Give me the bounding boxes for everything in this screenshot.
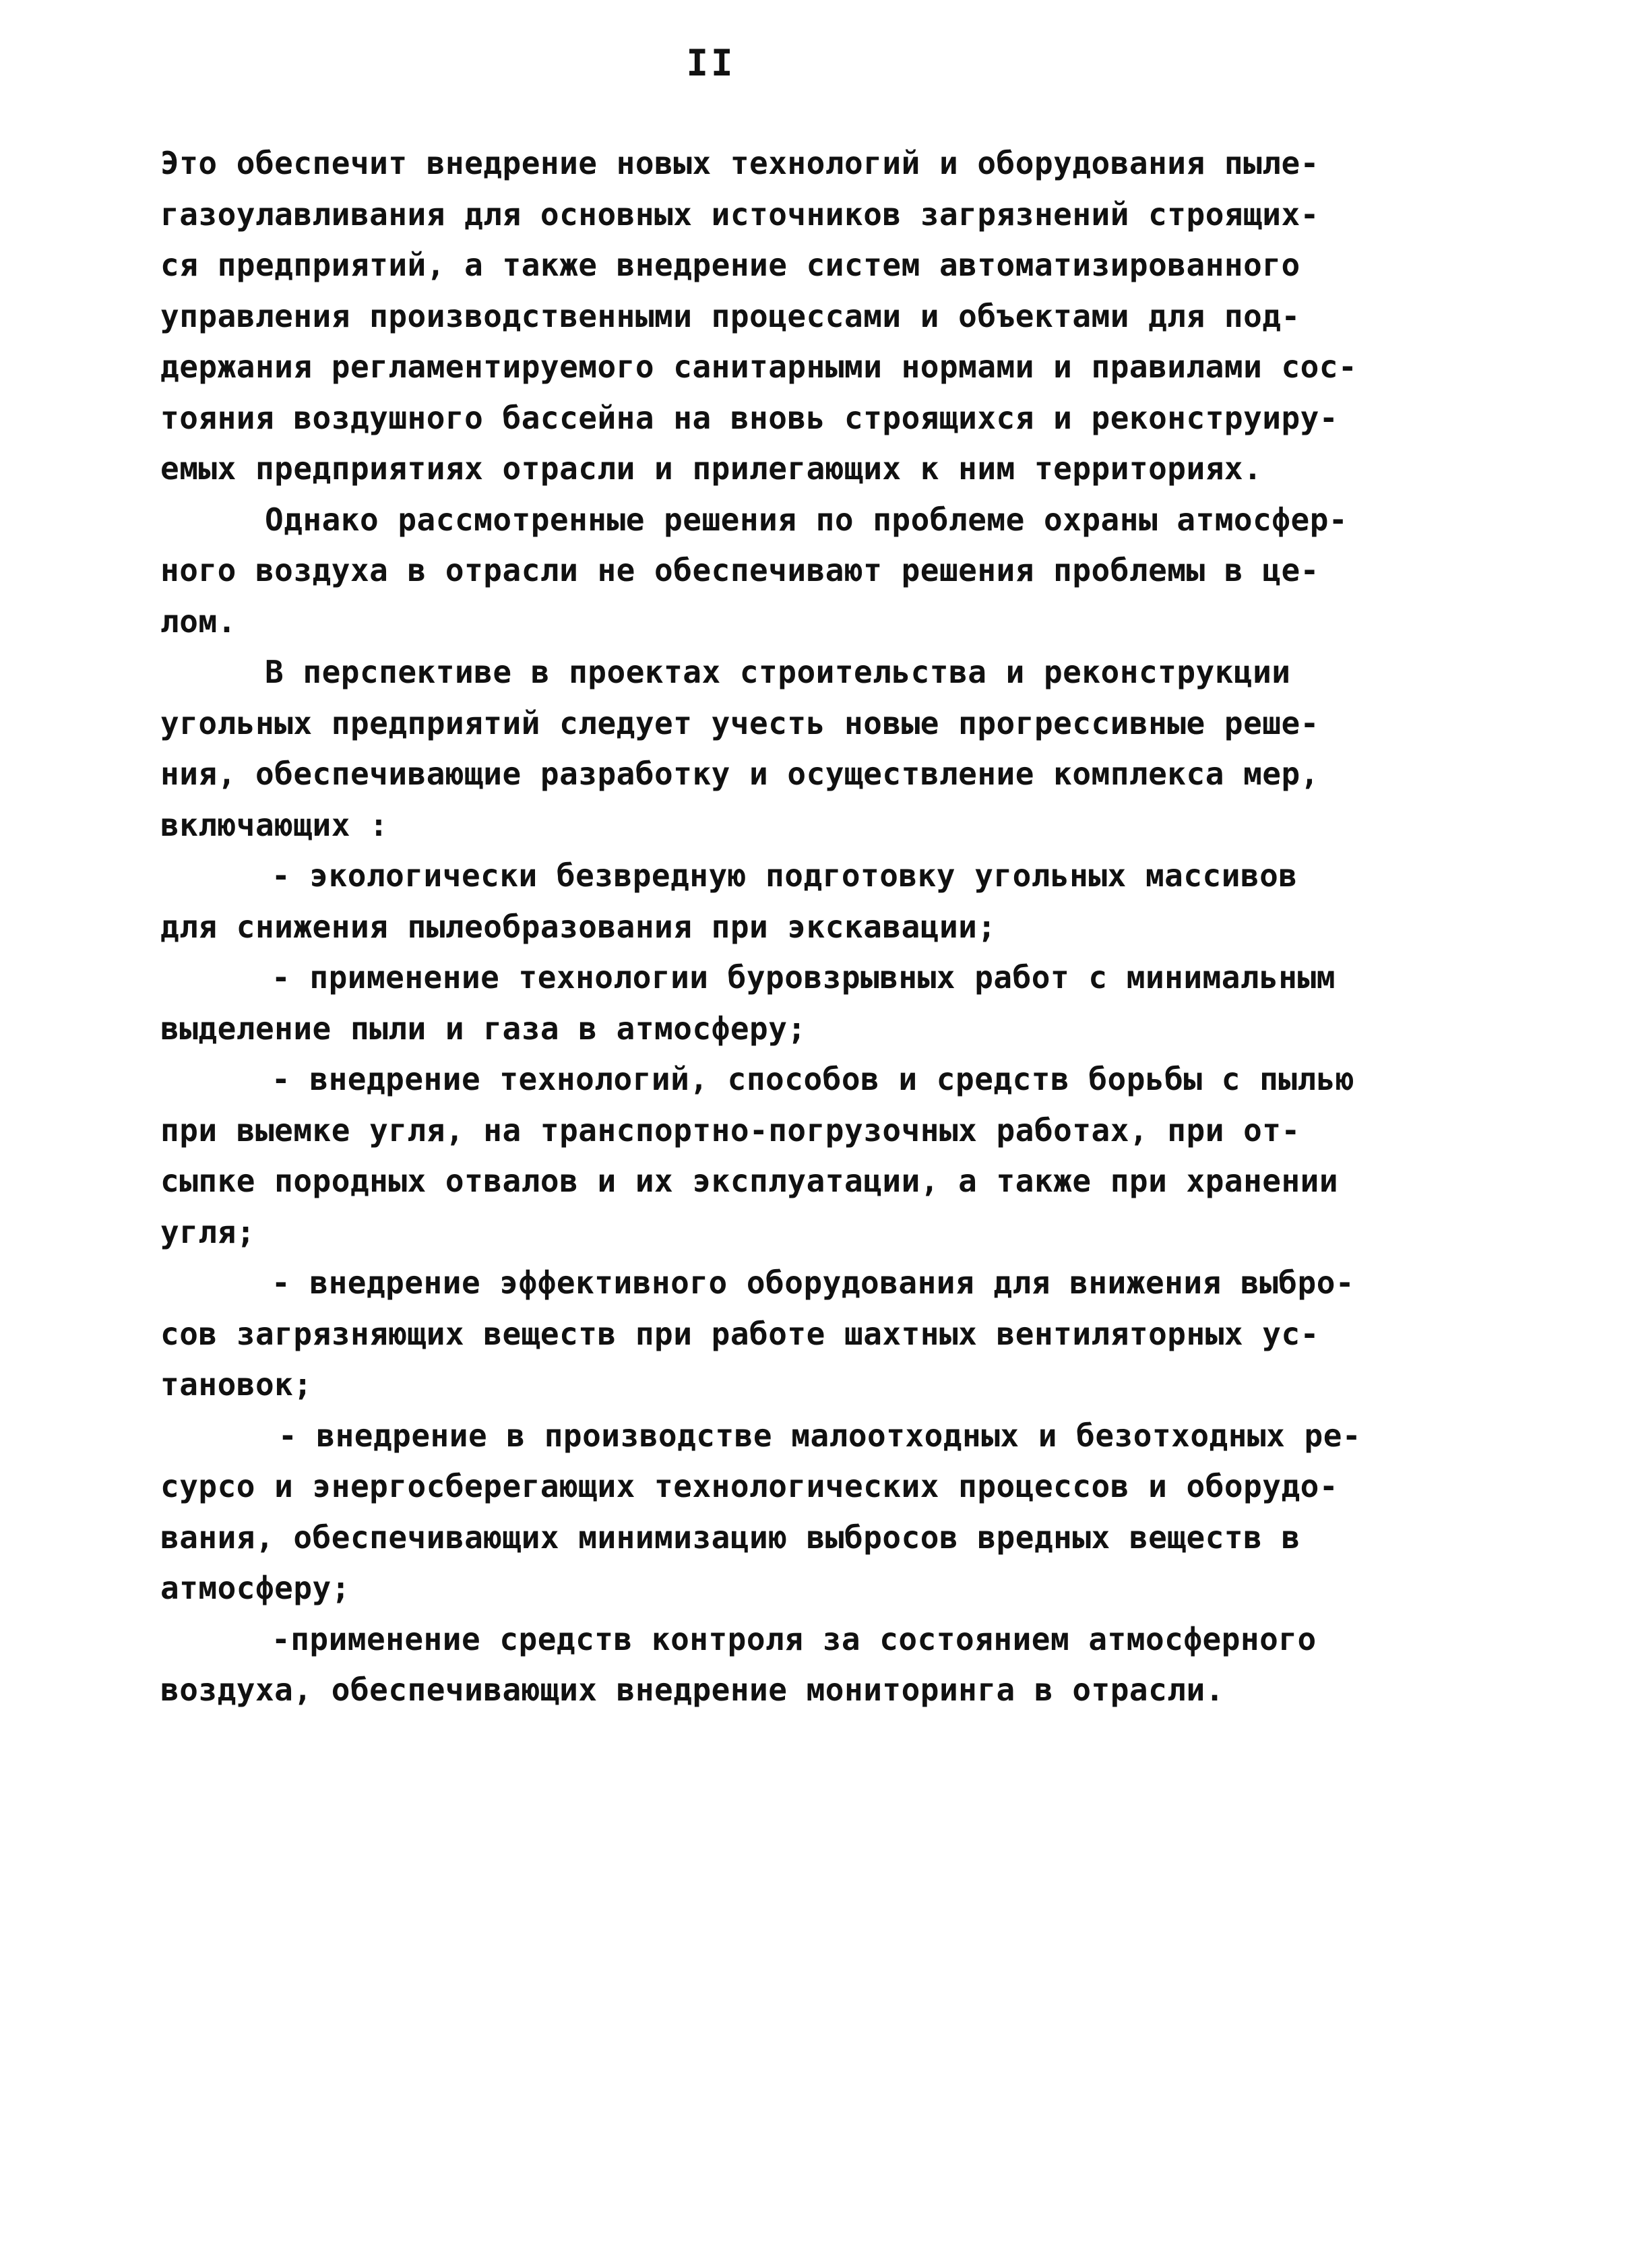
text-line: при выемке угля, на транспортно-погрузочных работах, при от- (160, 1111, 1300, 1148)
text-line: для снижения пылеобразования при экскавации; (160, 908, 997, 945)
text-line: емых предприятиях отрасли и прилегающих к ним территориях. (160, 450, 1263, 487)
text-line: тояния воздушного бассейна на вновь строящихся и реконструиру- (160, 399, 1339, 436)
text-line: ния, обеспечивающие разработку и осуществление комплекса мер, (160, 756, 1319, 792)
list-item-line: - применение технологии буровзрывных работ с минимальным (272, 959, 1336, 995)
text-line: угля; (160, 1213, 255, 1250)
text-line: Это обеспечит внедрение новых технологий и оборудования пыле- (160, 145, 1319, 181)
text-line: тановок; (160, 1366, 313, 1403)
text-line: атмосферу; (160, 1570, 350, 1606)
text-line: ся предприятий, а также внедрение систем автоматизированного (160, 247, 1300, 283)
text-line: управления производственными процессами и объектами для под- (160, 297, 1300, 334)
body-text (160, 138, 1495, 1716)
text-line: воздуха, обеспечивающих внедрение мониторинга в отрасли. (160, 1672, 1224, 1708)
list-item-line: - экологически безвредную подготовку угольных массивов (272, 857, 1298, 894)
text-line: лом. (160, 603, 237, 640)
text-line: включающих : (160, 806, 389, 843)
list-item-line: - внедрение технологий, способов и средств борьбы с пылью (272, 1061, 1355, 1097)
list-item-line: - внедрение в производстве малоотходных и безотходных ре- (278, 1417, 1362, 1454)
text-line: газоулавливания для основных источников загрязнений строящих- (160, 195, 1319, 233)
text-line: держания регламентируемого санитарными нормами и правилами сос- (160, 348, 1358, 385)
list-item-line: - внедрение эффективного оборудования для внижения выбро- (272, 1264, 1355, 1301)
list-item-line: -применение средств контроля за состоянием атмосферного (272, 1620, 1317, 1657)
text-line: сов загрязняющих веществ при работе шахтных вентиляторных ус- (160, 1315, 1319, 1352)
paragraph-start-line: В перспективе в проектах строительства и реконструкции (265, 654, 1291, 690)
text-line: сыпке породных отвалов и их эксплуатации, а также при хранении (160, 1163, 1339, 1199)
text-line: ного воздуха в отрасли не обеспечивают решения проблемы в це- (160, 552, 1319, 588)
text-line: выделение пыли и газа в атмосферу; (160, 1010, 807, 1047)
page-number: II (686, 42, 736, 84)
text-line: вания, обеспечивающих минимизацию выбросов вредных веществ в (160, 1519, 1300, 1556)
paragraph-start-line: Однако рассмотренные решения по проблеме охраны атмосфер- (265, 501, 1348, 538)
text-line: угольных предприятий следует учесть новые прогрессивные реше- (160, 704, 1319, 741)
text-line: сурсо и энергосберегающих технологических процессов и оборудо- (160, 1468, 1339, 1504)
